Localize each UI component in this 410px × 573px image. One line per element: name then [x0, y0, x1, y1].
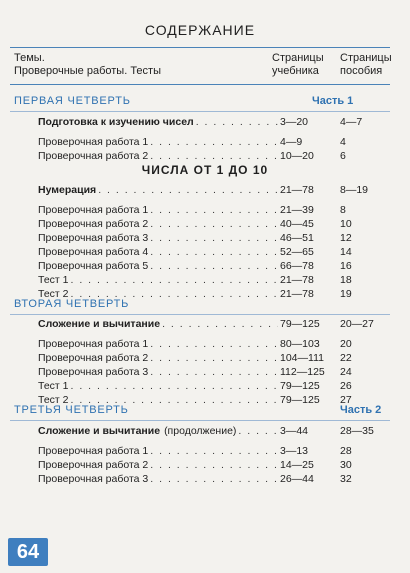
leader-dots — [150, 135, 278, 149]
manual-pages: 27 — [340, 394, 352, 406]
manual-pages: 20 — [340, 338, 352, 350]
textbook-pages: 3—44 — [280, 425, 309, 437]
toc-row-title: Проверочная работа 3 — [38, 232, 149, 244]
header-manual-pages — [340, 52, 392, 78]
toc-row-title: Сложение и вычитание — [38, 425, 161, 437]
toc-row — [38, 317, 378, 331]
toc-row — [38, 458, 378, 472]
page-title: СОДЕРЖАНИЕ — [144, 22, 256, 38]
header-textbook-line2: учебника — [272, 65, 319, 77]
toc-row — [38, 379, 378, 393]
toc-row-title: Тест 1 — [38, 274, 69, 286]
leader-dots — [98, 183, 278, 197]
toc-row — [38, 245, 378, 259]
leader-dots — [238, 424, 278, 438]
manual-pages: 16 — [340, 260, 352, 272]
toc-row-title: Подготовка к изучению чисел — [38, 116, 194, 128]
leader-dots — [150, 231, 278, 245]
leader-dots — [162, 317, 278, 331]
manual-pages: 18 — [340, 274, 352, 286]
part-2-label: Часть 2 — [340, 404, 382, 416]
toc-row-note: (продолжение) — [164, 425, 237, 437]
manual-pages: 20—27 — [340, 318, 374, 330]
chapter-title: ЧИСЛА ОТ 1 ДО 10 — [141, 163, 269, 177]
toc-row-title: Проверочная работа 2 — [38, 218, 149, 230]
leader-dots — [70, 273, 278, 287]
header-topics — [14, 52, 161, 78]
manual-pages: 10 — [340, 218, 352, 230]
leader-dots — [150, 203, 278, 217]
toc-row-title: Проверочная работа 1 — [38, 445, 149, 457]
manual-pages: 28—35 — [340, 425, 374, 437]
page-number-badge: 64 — [8, 538, 48, 566]
textbook-pages: 21—78 — [280, 288, 314, 300]
manual-pages: 22 — [340, 352, 352, 364]
manual-pages: 8—19 — [340, 184, 369, 196]
header-manual-line1: Страницы — [340, 52, 392, 64]
textbook-pages: 46—51 — [280, 232, 314, 244]
toc-row — [38, 351, 378, 365]
manual-pages: 14 — [340, 246, 352, 258]
manual-pages: 4—7 — [340, 116, 363, 128]
textbook-pages: 21—78 — [280, 274, 314, 286]
manual-pages: 8 — [340, 204, 346, 216]
textbook-pages: 79—125 — [280, 318, 320, 330]
section-q3-divider — [10, 420, 390, 421]
toc-row-title: Проверочная работа 5 — [38, 260, 149, 272]
leader-dots — [196, 115, 278, 129]
toc-row — [38, 424, 378, 438]
toc-row — [38, 365, 378, 379]
toc-row-title: Проверочная работа 3 — [38, 366, 149, 378]
textbook-pages: 112—125 — [280, 366, 325, 378]
manual-pages: 30 — [340, 459, 352, 471]
toc-row-title: Проверочная работа 1 — [38, 136, 149, 148]
header-textbook-line1: Страницы — [272, 52, 324, 64]
toc-row-title: Тест 2 — [38, 288, 69, 300]
toc-row — [38, 203, 378, 217]
textbook-pages: 3—20 — [280, 116, 309, 128]
toc-row-title: Тест 2 — [38, 394, 69, 406]
leader-dots — [150, 149, 278, 163]
leader-dots — [150, 217, 278, 231]
section-q1-label: ПЕРВАЯ ЧЕТВЕРТЬ — [14, 95, 131, 107]
textbook-pages: 80—103 — [280, 338, 320, 350]
toc-row — [38, 135, 378, 149]
leader-dots — [150, 365, 278, 379]
toc-row-title: Нумерация — [38, 184, 97, 196]
toc-row — [38, 231, 378, 245]
leader-dots — [150, 458, 278, 472]
toc-row — [38, 217, 378, 231]
toc-row — [38, 273, 378, 287]
toc-row — [38, 444, 378, 458]
leader-dots — [150, 444, 278, 458]
section-q2-label: ВТОРАЯ ЧЕТВЕРТЬ — [14, 298, 130, 310]
textbook-pages: 40—45 — [280, 218, 314, 230]
manual-pages: 6 — [340, 150, 346, 162]
manual-pages: 12 — [340, 232, 352, 244]
textbook-pages: 21—39 — [280, 204, 314, 216]
manual-pages: 32 — [340, 473, 352, 485]
header-topics-line2: Проверочные работы. Тесты — [14, 65, 161, 77]
textbook-pages: 10—20 — [280, 150, 314, 162]
toc-row-title: Сложение и вычитание — [38, 318, 161, 330]
toc-row-title: Проверочная работа 2 — [38, 459, 149, 471]
leader-dots — [150, 351, 278, 365]
toc-row — [38, 259, 378, 273]
toc-row — [38, 337, 378, 351]
leader-dots — [150, 245, 278, 259]
toc-row-title: Проверочная работа 2 — [38, 352, 149, 364]
toc-row-title: Проверочная работа 1 — [38, 204, 149, 216]
leader-dots — [70, 379, 278, 393]
manual-pages: 19 — [340, 288, 352, 300]
manual-pages: 28 — [340, 445, 352, 457]
manual-pages: 26 — [340, 380, 352, 392]
header-manual-line2: пособия — [340, 65, 383, 77]
leader-dots — [150, 259, 278, 273]
toc-row-title: Проверочная работа 4 — [38, 246, 149, 258]
section-q1-divider — [10, 111, 390, 112]
toc-row — [38, 149, 378, 163]
part-1-label: Часть 1 — [312, 95, 354, 107]
textbook-pages: 14—25 — [280, 459, 314, 471]
toc-row-title: Проверочная работа 2 — [38, 150, 149, 162]
textbook-pages: 26—44 — [280, 473, 314, 485]
manual-pages: 24 — [340, 366, 352, 378]
manual-pages: 4 — [340, 136, 346, 148]
leader-dots — [150, 472, 278, 486]
textbook-pages: 3—13 — [280, 445, 309, 457]
section-q2-divider — [10, 314, 390, 315]
section-q3-label: ТРЕТЬЯ ЧЕТВЕРТЬ — [14, 404, 129, 416]
textbook-pages: 4—9 — [280, 136, 303, 148]
textbook-pages: 66—78 — [280, 260, 314, 272]
toc-row — [38, 472, 378, 486]
textbook-pages: 52—65 — [280, 246, 314, 258]
toc-row-title: Тест 1 — [38, 380, 69, 392]
textbook-pages: 104—111 — [280, 352, 324, 364]
leader-dots — [150, 337, 278, 351]
textbook-pages: 21—78 — [280, 184, 314, 196]
table-header — [10, 47, 390, 85]
textbook-pages: 79—125 — [280, 394, 320, 406]
toc-row — [38, 115, 378, 129]
header-topics-line1: Темы. — [14, 52, 45, 64]
header-textbook-pages — [272, 52, 334, 78]
toc-row-title: Проверочная работа 3 — [38, 473, 149, 485]
toc-row-title: Проверочная работа 1 — [38, 338, 149, 350]
toc-row — [38, 183, 378, 197]
textbook-pages: 79—125 — [280, 380, 320, 392]
